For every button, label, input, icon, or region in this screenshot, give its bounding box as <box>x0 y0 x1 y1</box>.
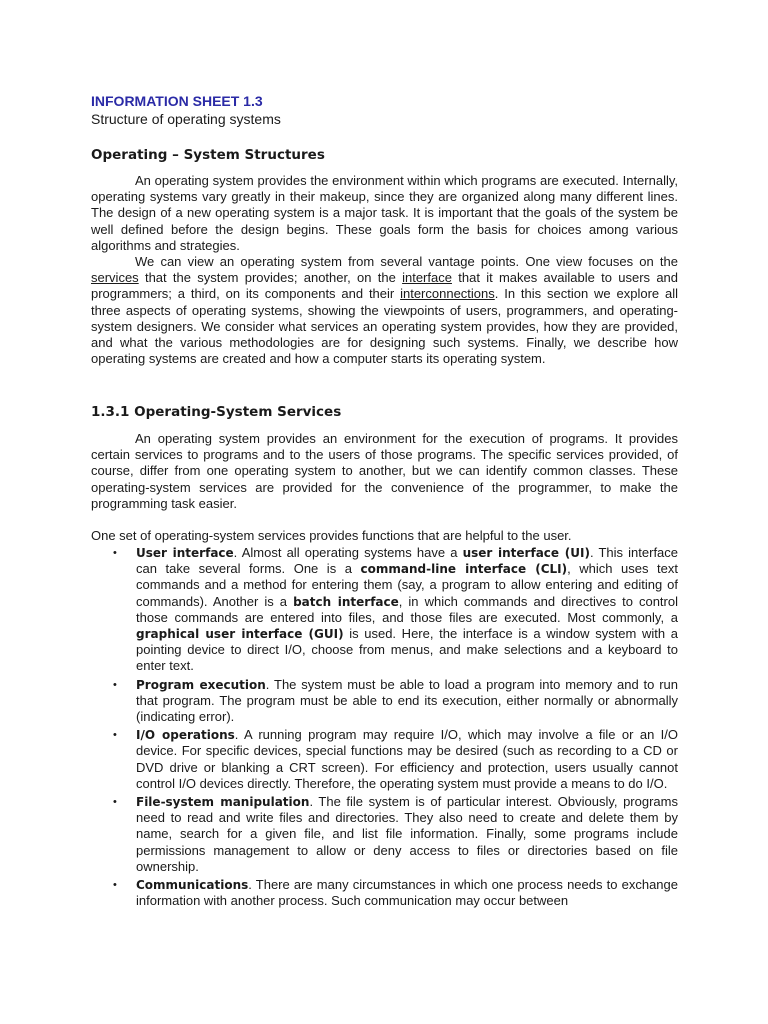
list-item-title: I/O operations <box>136 728 235 743</box>
text-run: . The system must be able to load a program into memory and to run that program. The program must be able to end its execution, either normally or abnormally (indicating error). <box>136 676 678 725</box>
underlined-term-services: services <box>91 270 139 286</box>
paragraph-intro: An operating system provides the environment within which programs are executed. Internally, operating systems vary greatly in their makeup, since they are organized along many different lines. The design of a new operating system is a major task. It is important that the goals of the system be well defined before the design begins. These goals form the basis for choices among various algorithms and strategies. <box>91 173 678 253</box>
text-run: , which uses text commands and a method for entering them (say, a program to allow entering and editing of commands). Another is a <box>136 561 678 609</box>
text-run: We can view an operating system from several vantage points. One view focuses on the <box>135 254 678 269</box>
list-item-title: User interface <box>136 546 234 560</box>
text-run: , in which commands and directives to control those commands are entered into files, and those files are executed. Most commonly, a <box>136 593 678 625</box>
text-run: . Almost all operating systems have a <box>233 545 463 560</box>
bullet-icon: • <box>113 678 117 691</box>
section-heading-os-services: 1.3.1 Operating-System Services <box>91 404 342 420</box>
bullet-icon: • <box>113 547 117 559</box>
paragraph-services-lead: One set of operating-system services provides functions that are helpful to the user. <box>91 528 572 543</box>
list-item-user-interface <box>113 545 678 675</box>
bold-term: user interface (UI) <box>462 546 590 560</box>
list-item-communications <box>113 877 678 909</box>
underlined-term-interface: interface <box>402 270 452 286</box>
bold-term: graphical user interface (GUI) <box>136 627 344 642</box>
list-item-title: Program execution <box>136 677 266 692</box>
sheet-title: INFORMATION SHEET 1.3 <box>91 93 263 109</box>
paragraph-vantage-points <box>91 254 678 367</box>
list-item-file-system-manipulation <box>113 794 678 875</box>
bullet-icon: • <box>113 729 117 742</box>
paragraph-services-intro: An operating system provides an environment for the execution of programs. It provides certain services to programs and to the users of those programs. The specific services provided, of course, differ from one operating system to another, but we can identify common classes. These operating-system services are provided for the convenience of the programmer, to make the programming task easier. <box>91 431 678 511</box>
list-item-title: Communications <box>136 878 249 893</box>
bold-term: command-line interface (CLI) <box>360 562 568 577</box>
bullet-icon: • <box>113 879 117 892</box>
text-run: is used. Here, the interface is a window system with a pointing device to direct I/O, choose from menus, and make selections and a keyboard to enter text. <box>136 626 678 674</box>
text-run: . In this section we explore all three aspects of operating systems, showing the viewpoints of users, programmers, and operating-system designers. We consider what services an operating system provides, how they are provided, and what the various methodologies are for designing such systems. Finally, we describe how operating systems are created and how a computer starts its operating system. <box>91 286 678 367</box>
underlined-term-interconnections: interconnections <box>400 286 495 302</box>
services-list <box>113 545 678 911</box>
text-run: . There are many circumstances in which one process needs to exchange information with another process. Such communication may occur between <box>136 877 678 909</box>
section-heading-os-structures: Operating – System Structures <box>91 147 325 163</box>
sheet-subtitle: Structure of operating systems <box>91 111 281 127</box>
list-item-program-execution <box>113 677 678 726</box>
list-item-io-operations <box>113 727 678 792</box>
list-item-title: File-system manipulation <box>136 795 310 810</box>
text-run: that the system provides; another, on the <box>138 270 403 286</box>
text-run: that it makes available to users and programmers; a third, on its components and their <box>91 270 679 302</box>
text-run: . A running program may require I/O, which may involve a file or an I/O device. For specific devices, special functions may be desired (such as recording to a CD or DVD drive or blanking a CRT screen). For efficiency and protection, users usually cannot control I/O devices directly. Therefore, the operating system must provide a means to do I/O. <box>136 727 679 791</box>
text-run: . This interface can take several forms. One is a <box>136 545 679 577</box>
text-run: . The file system is of particular interest. Obviously, programs need to read and write files and directories. They also need to create and delete them by name, search for a given file, and list file information. Finally, some programs include permissions management to allow or deny access to files or directories based on file ownership. <box>136 794 678 874</box>
bold-term: batch interface <box>293 594 399 609</box>
bullet-icon: • <box>113 796 117 809</box>
